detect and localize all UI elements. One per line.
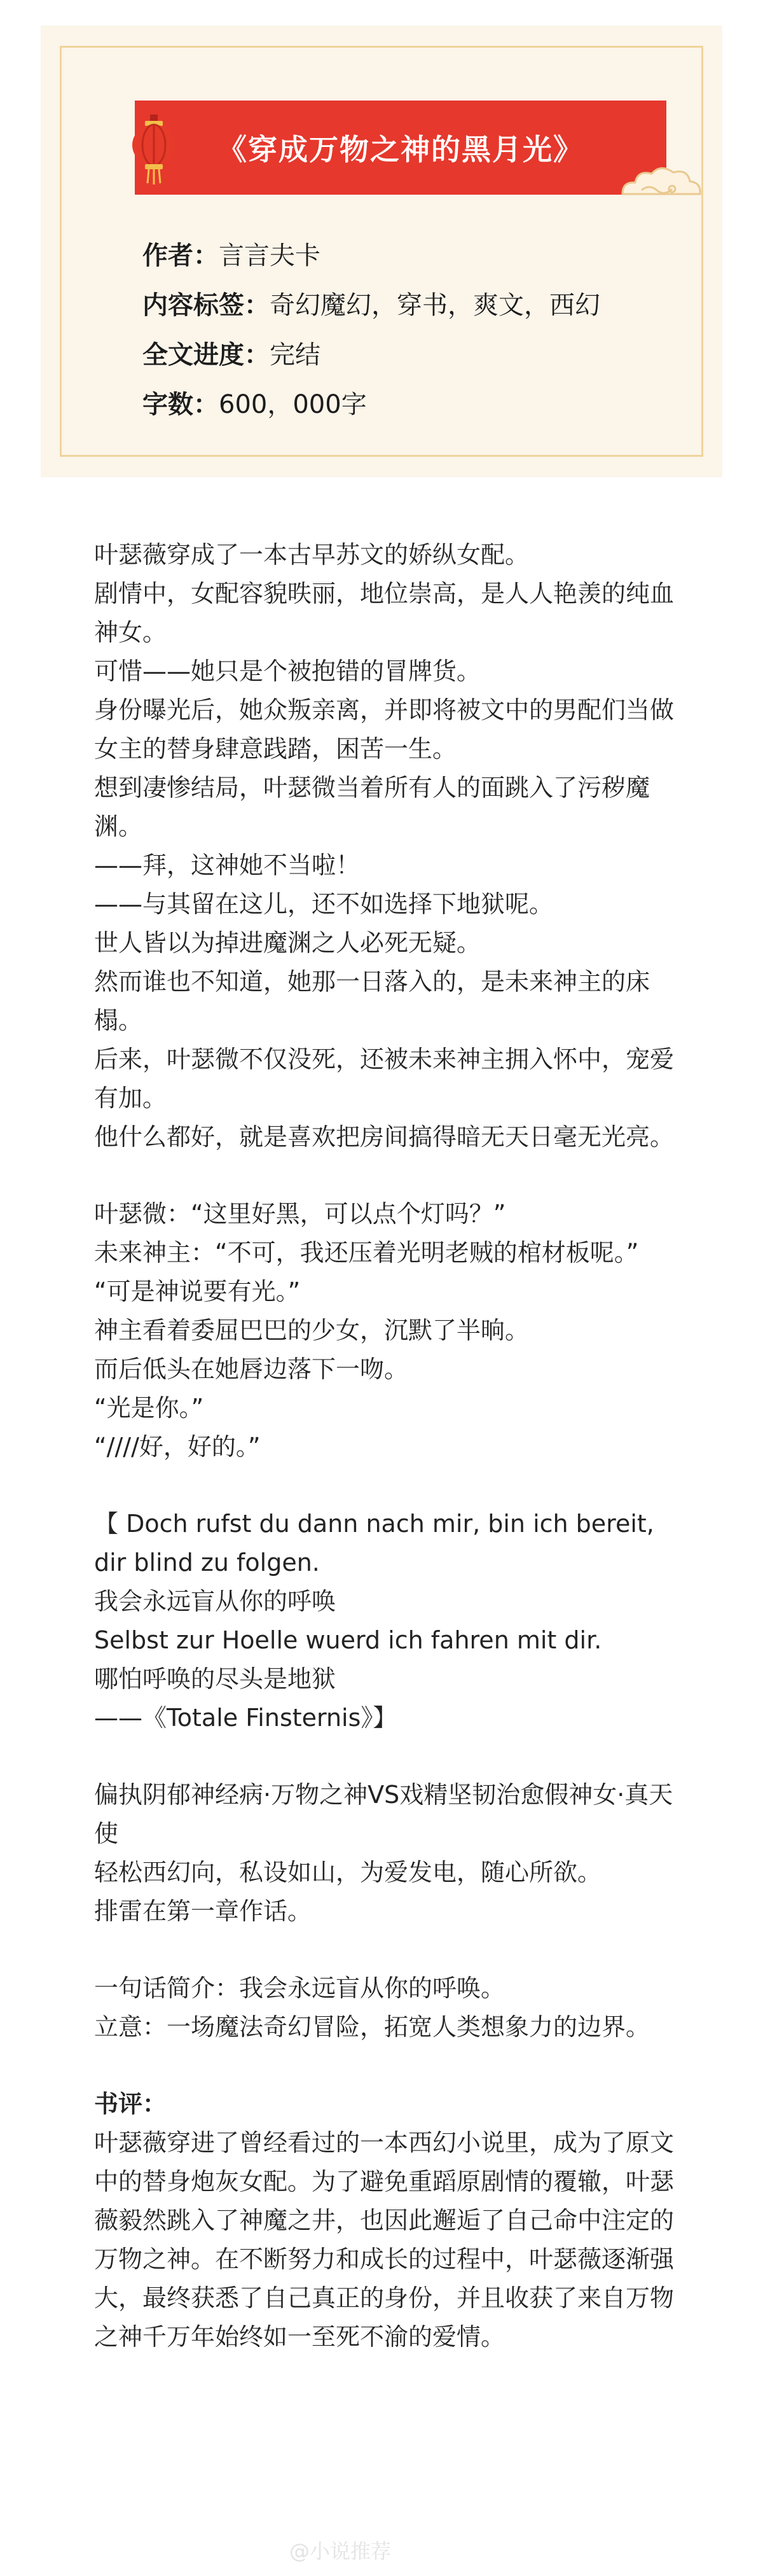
section-gap	[94, 2047, 674, 2085]
tag-line: 轻松西幻向，私设如山，为爱发电，随心所欲。	[94, 1858, 602, 1886]
book-title: 《穿成万物之神的黑月光》	[217, 132, 584, 167]
section-gap	[94, 1157, 674, 1195]
quote-line: ——《Totale Finsternis》】	[94, 1704, 397, 1732]
author-label: 作者：	[142, 241, 219, 270]
progress-label: 全文进度：	[142, 340, 270, 370]
header-card	[41, 25, 722, 477]
watermark: @小说推荐	[289, 2539, 392, 2563]
section-gap	[94, 1466, 674, 1505]
quote-line: 我会永远盲从你的呼唤	[94, 1587, 336, 1615]
intro-paragraph: 叶瑟薇穿成了一本古早苏文的娇纵女配。	[94, 541, 530, 569]
quote-line: Selbst zur Hoelle wuerd ich fahren mit dir.	[94, 1626, 602, 1654]
article-body	[94, 536, 674, 2357]
wordcount-value: 600，000字	[219, 390, 367, 419]
intro-paragraph: 他什么都好，就是喜欢把房间搞得暗无天日毫无光亮。	[94, 1123, 675, 1151]
quote-line: 【 Doch rufst du dann nach mir, bin ich bereit, dir blind zu folgen.	[94, 1510, 654, 1577]
progress-row	[142, 335, 320, 371]
wordcount-row	[142, 384, 367, 421]
intro-paragraph: 想到凄惨结局，叶瑟微当着所有人的面跳入了污秽魔渊。	[94, 774, 650, 840]
author-value: 言言夫卡	[219, 241, 320, 270]
quote-line: 哪怕呼唤的尽头是地狱	[94, 1665, 336, 1693]
section-gap	[94, 1737, 674, 1776]
intro-paragraph: 剧情中，女配容貌昳丽，地位崇高，是人人艳羡的纯血神女。	[94, 580, 675, 646]
section-gap	[94, 1931, 674, 1969]
cloud-icon	[616, 162, 705, 207]
dialogue-line: “////好，好的。”	[94, 1433, 261, 1461]
tags-value: 奇幻魔幻，穿书，爽文，西幻	[270, 291, 600, 320]
intro-paragraph: 然而谁也不知道，她那一日落入的，是未来神主的床榻。	[94, 968, 650, 1034]
intro-paragraph: ——拜，这神她不当啦！	[94, 851, 361, 879]
tag-line: 偏执阴郁神经病·万物之神VS戏精坚韧治愈假神女·真天使	[94, 1781, 673, 1848]
lantern-icon	[128, 115, 179, 184]
progress-value: 完结	[270, 340, 320, 370]
dialogue-line: 未来神主：“不可，我还压着光明老贼的棺材板呢。”	[94, 1239, 639, 1267]
dialogue-line: “光是你。”	[94, 1394, 204, 1422]
wordcount-label: 字数：	[142, 390, 219, 419]
title-banner	[135, 101, 666, 195]
review-paragraph: 叶瑟薇穿进了曾经看过的一本西幻小说里，成为了原文中的替身炮灰女配。为了避免重蹈原剧情的覆辙，叶瑟薇毅然跳入了神魔之井，也因此邂逅了自己命中注定的万物之神。在不断努力和成长的过程中，叶瑟薇逐渐强大，最终获悉了自己真正的身份，并且收获了来自万物之神千万年始终如一至死不渝的爱情。	[94, 2129, 675, 2351]
tag-line: 排雷在第一章作话。	[94, 1897, 312, 1925]
dialogue-line: 而后低头在她唇边落下一吻。	[94, 1355, 409, 1383]
dialogue-line: 叶瑟微：“这里好黑，可以点个灯吗？”	[94, 1200, 506, 1228]
dialogue-line: “可是神说要有光。”	[94, 1278, 301, 1305]
intro-paragraph: 身份曝光后，她众叛亲离，并即将被文中的男配们当做女主的替身肆意践踏，困苦一生。	[94, 696, 675, 763]
summary-line: 一句话简介：我会永远盲从你的呼唤。	[94, 1974, 505, 2002]
author-row	[142, 235, 320, 272]
tags-row	[142, 285, 600, 321]
intro-paragraph: 后来，叶瑟微不仅没死，还被未来神主拥入怀中，宠爱有加。	[94, 1045, 675, 1112]
intro-paragraph: 可惜——她只是个被抱错的冒牌货。	[94, 657, 481, 685]
intro-paragraph: 世人皆以为掉进魔渊之人必死无疑。	[94, 929, 481, 957]
review-heading: 书评：	[94, 2090, 167, 2118]
summary-line: 立意：一场魔法奇幻冒险，拓宽人类想象力的边界。	[94, 2013, 650, 2041]
intro-paragraph: ——与其留在这儿，还不如选择下地狱呢。	[94, 890, 554, 918]
tags-label: 内容标签：	[142, 291, 270, 320]
dialogue-line: 神主看着委屈巴巴的少女，沉默了半晌。	[94, 1316, 530, 1344]
